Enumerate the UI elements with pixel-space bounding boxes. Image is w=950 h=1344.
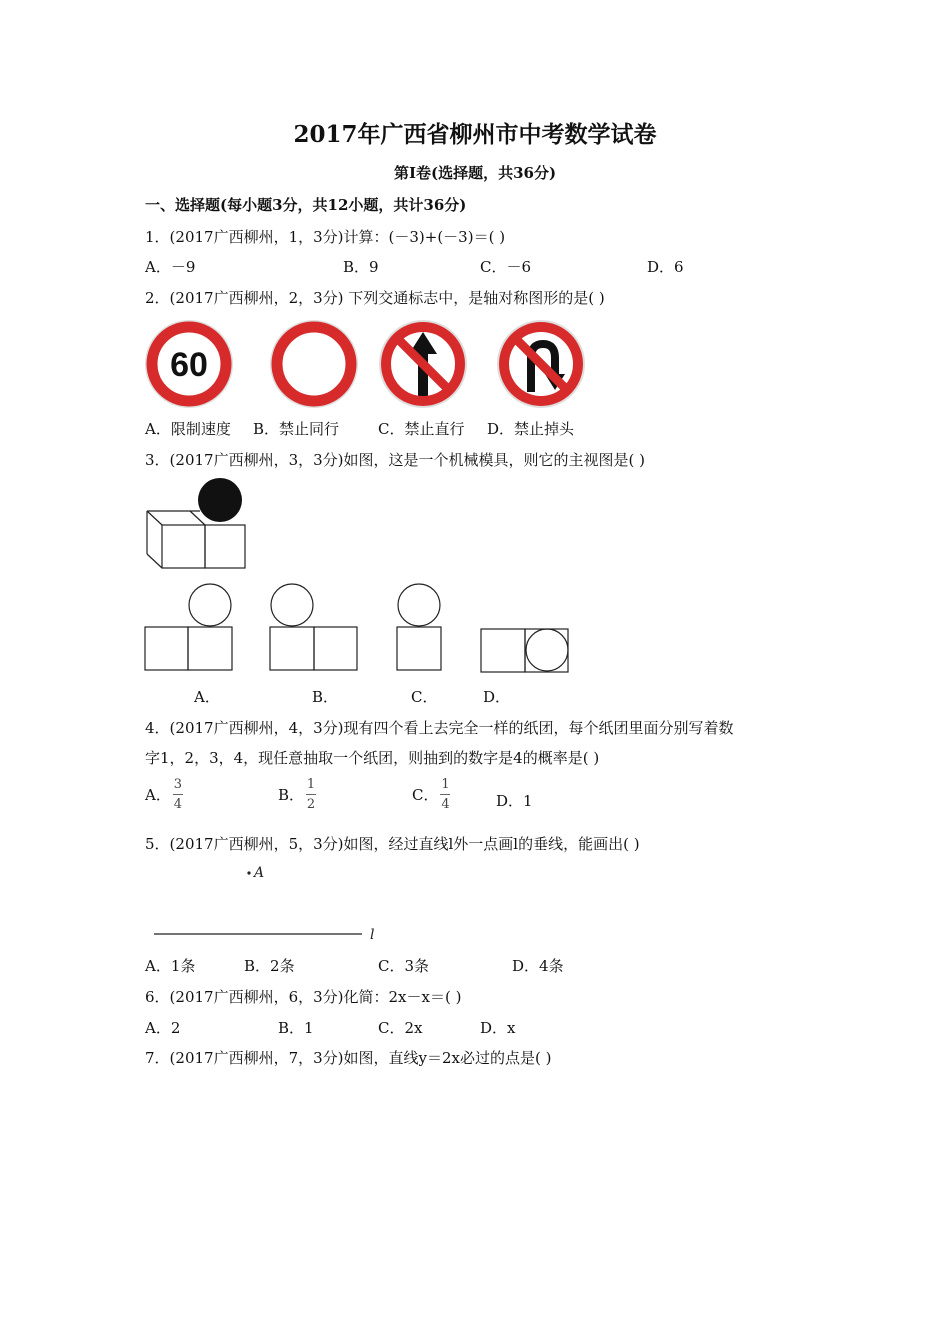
question-6-text: 6．(2017广西柳州，6，3分)化简：2x－x＝( ) — [145, 988, 462, 1006]
point-a-label: A — [254, 865, 265, 881]
q3-view-a — [144, 583, 236, 675]
fraction-1-4: $\frac{1}{4}$ — [441, 777, 450, 812]
q1-option-b: B．9 — [343, 258, 379, 276]
mold-3d-figure — [140, 475, 255, 575]
q6-option-a: A．2 — [145, 1019, 181, 1037]
q3-view-d — [480, 627, 572, 675]
q6-option-b: B．1 — [278, 1019, 314, 1037]
q5-option-a: A．1条 — [145, 957, 196, 975]
q4-option-b — [278, 778, 316, 811]
q2-option-a: A．限制速度 — [145, 420, 231, 438]
question-1-text: 1．(2017广西柳州，1，3分)计算：(－3)+(－3)＝( ) — [145, 228, 506, 246]
question-7-text: 7．(2017广西柳州，7，3分)如图，直线y＝2x必过的点是( ) — [145, 1049, 552, 1067]
no-u-turn-sign-icon — [495, 318, 587, 410]
question-2-text: 2．(2017广西柳州，2，3分) 下列交通标志中，是轴对称图形的是( ) — [145, 289, 605, 307]
q4-option-c-label: C． — [412, 786, 439, 804]
q3-option-a: A． — [194, 688, 220, 706]
q4-option-d: D．1 — [496, 792, 533, 810]
q3-view-c — [396, 583, 448, 675]
q3-option-d: D． — [483, 688, 511, 706]
question-4-text-line2: 字1，2，3，4，现任意抽取一个纸团，则抽到的数字是4的概率是( ) — [145, 749, 600, 767]
q4-option-c — [412, 778, 450, 811]
q3-option-b: B． — [312, 688, 339, 706]
page-title: 2017年广西省柳州市中考数学试卷 — [293, 121, 657, 148]
q6-option-d: D．x — [480, 1019, 516, 1037]
q5-option-b: B．2条 — [244, 957, 295, 975]
question-5-text: 5．(2017广西柳州，5，3分)如图，经过直线l外一点画l的垂线，能画出( ) — [145, 835, 640, 853]
q3-view-b — [269, 583, 361, 675]
q3-option-c: C． — [411, 688, 438, 706]
q2-option-d: D．禁止掉头 — [487, 420, 575, 438]
speed-limit-sign-icon — [143, 318, 235, 410]
q2-option-c: C．禁止直行 — [378, 420, 465, 438]
section-heading: 一、选择题(每小题3分，共12小题，共计36分) — [145, 196, 467, 214]
line-l-label: l — [370, 927, 375, 943]
q4-option-a — [145, 778, 183, 811]
part-subtitle: 第Ⅰ卷(选择题，共36分) — [393, 164, 557, 182]
q2-option-b: B．禁止同行 — [253, 420, 340, 438]
q4-option-b-label: B． — [278, 786, 305, 804]
speed-limit-value: 60 — [170, 346, 208, 384]
question-4-text-line1: 4．(2017广西柳州，4，3分)现有四个看上去完全一样的纸团，每个纸团里面分别写着数 — [145, 719, 734, 737]
fraction-1-2: $\frac{1}{2}$ — [306, 777, 316, 812]
q5-option-d: D．4条 — [512, 957, 564, 975]
q1-option-c: C．－6 — [480, 258, 532, 276]
q1-option-a: A．－9 — [145, 258, 196, 276]
no-vehicles-sign-icon — [268, 318, 360, 410]
q6-option-c: C．2x — [378, 1019, 423, 1037]
no-straight-sign-icon — [377, 318, 469, 410]
q1-option-d: D．6 — [647, 258, 684, 276]
fraction-3-4: $\frac{3}{4}$ — [173, 777, 182, 812]
q4-option-a-label: A． — [145, 786, 171, 804]
q5-option-c: C．3条 — [378, 957, 430, 975]
q5-line-and-point-figure — [150, 860, 390, 945]
question-3-text: 3．(2017广西柳州，3，3分)如图，这是一个机械模具，则它的主视图是( ) — [145, 451, 645, 469]
